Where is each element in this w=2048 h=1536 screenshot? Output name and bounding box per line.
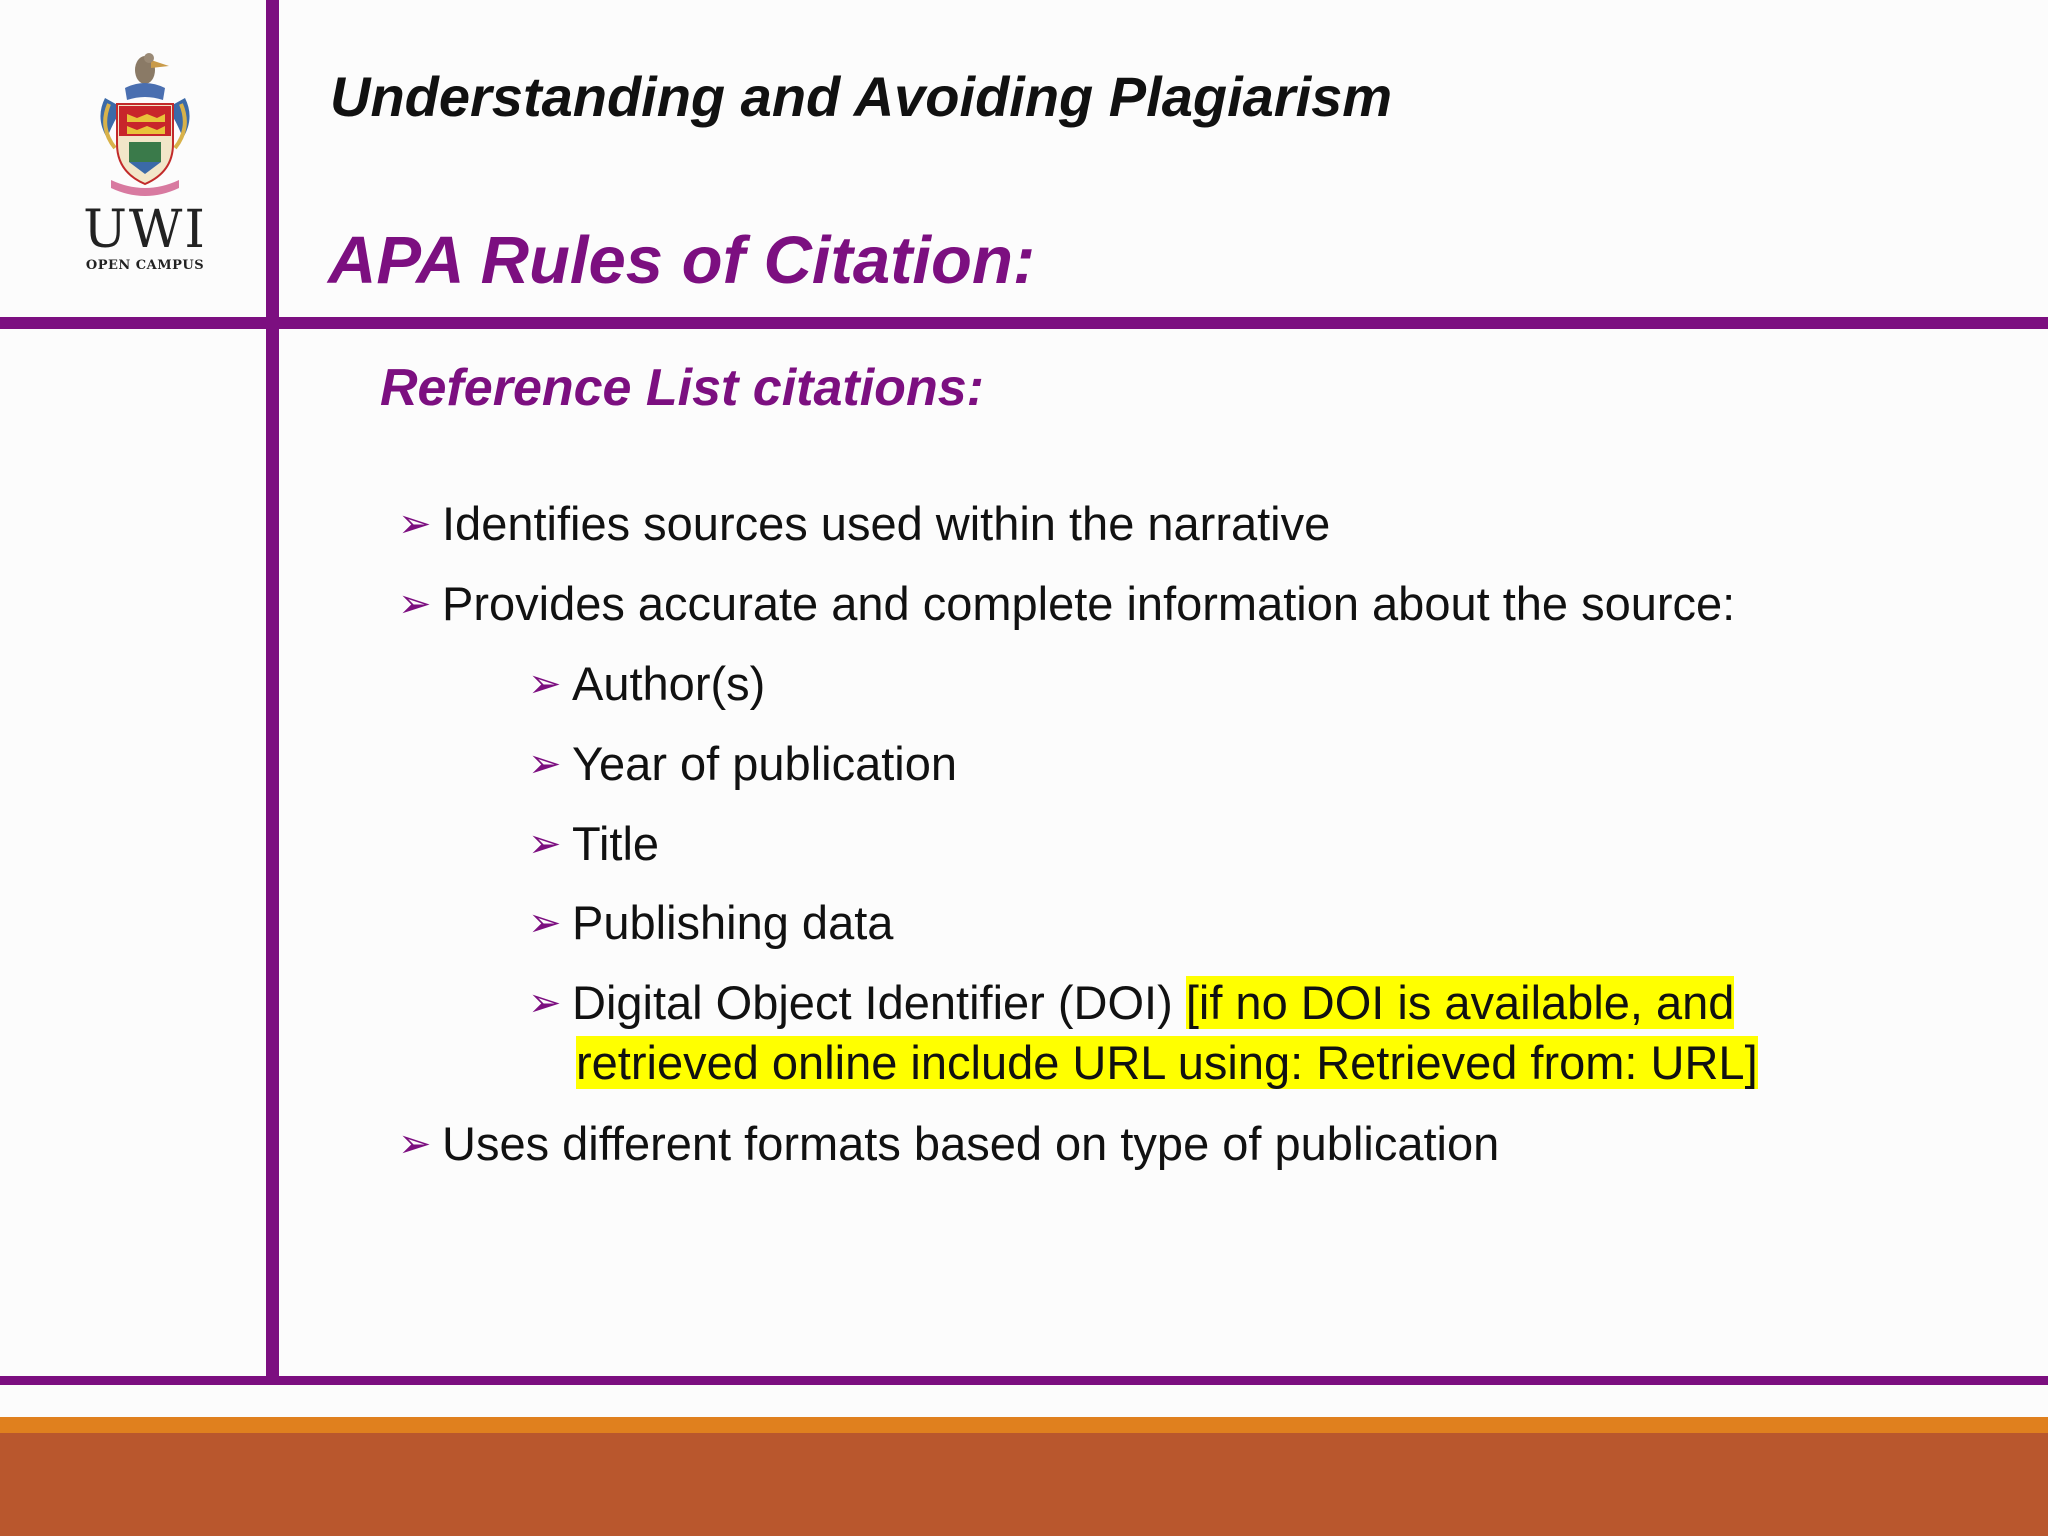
logo-wordmark: UWI <box>83 200 207 260</box>
arrow-bullet-icon: ➢ <box>398 1122 432 1166</box>
sub-bullet-item <box>528 814 659 874</box>
arrow-bullet-icon: ➢ <box>528 742 562 786</box>
sub-bullet-item <box>528 654 765 714</box>
uwi-logo <box>60 48 230 288</box>
sub-bullet-item <box>528 973 1734 1033</box>
bullet-text: Provides accurate and complete information about the source: <box>442 577 1736 630</box>
slide-title: APA Rules of Citation: <box>328 223 1036 298</box>
bullet-item <box>398 494 1330 554</box>
content-bottom-divider <box>0 1376 2048 1385</box>
course-title: Understanding and Avoiding Plagiarism <box>330 65 1393 128</box>
bullet-item <box>398 1114 1499 1174</box>
arrow-bullet-icon: ➢ <box>528 822 562 866</box>
footer-stripe <box>0 1417 2048 1433</box>
bullet-item <box>398 574 1735 634</box>
sub-bullet-item <box>528 893 893 953</box>
highlighted-note: retrieved online include URL using: Retrieved from: URL] <box>576 1036 1758 1089</box>
sub-bullet-item <box>528 734 957 794</box>
arrow-bullet-icon: ➢ <box>528 662 562 706</box>
bullet-text: Author(s) <box>572 657 766 710</box>
arrow-bullet-icon: ➢ <box>528 901 562 945</box>
header-divider <box>0 317 2048 329</box>
bullet-text: Digital Object Identifier (DOI) <box>572 976 1186 1029</box>
footer-band <box>0 1433 2048 1536</box>
arrow-bullet-icon: ➢ <box>398 502 432 546</box>
highlighted-note: [if no DOI is available, and <box>1185 976 1735 1029</box>
bullet-continuation <box>576 1033 1758 1093</box>
arrow-bullet-icon: ➢ <box>528 981 562 1025</box>
bullet-text: Year of publication <box>572 737 957 790</box>
arrow-bullet-icon: ➢ <box>398 582 432 626</box>
logo-subtitle: OPEN CAMPUS <box>85 258 205 273</box>
bullet-text: Publishing data <box>572 896 894 949</box>
bullet-text: Uses different formats based on type of publication <box>442 1117 1500 1170</box>
bullet-text: Identifies sources used within the narrative <box>442 497 1331 550</box>
crest-icon <box>85 48 205 198</box>
bullet-text: Title <box>572 817 660 870</box>
vertical-divider <box>266 0 279 1382</box>
section-subtitle: Reference List citations: <box>380 359 984 417</box>
